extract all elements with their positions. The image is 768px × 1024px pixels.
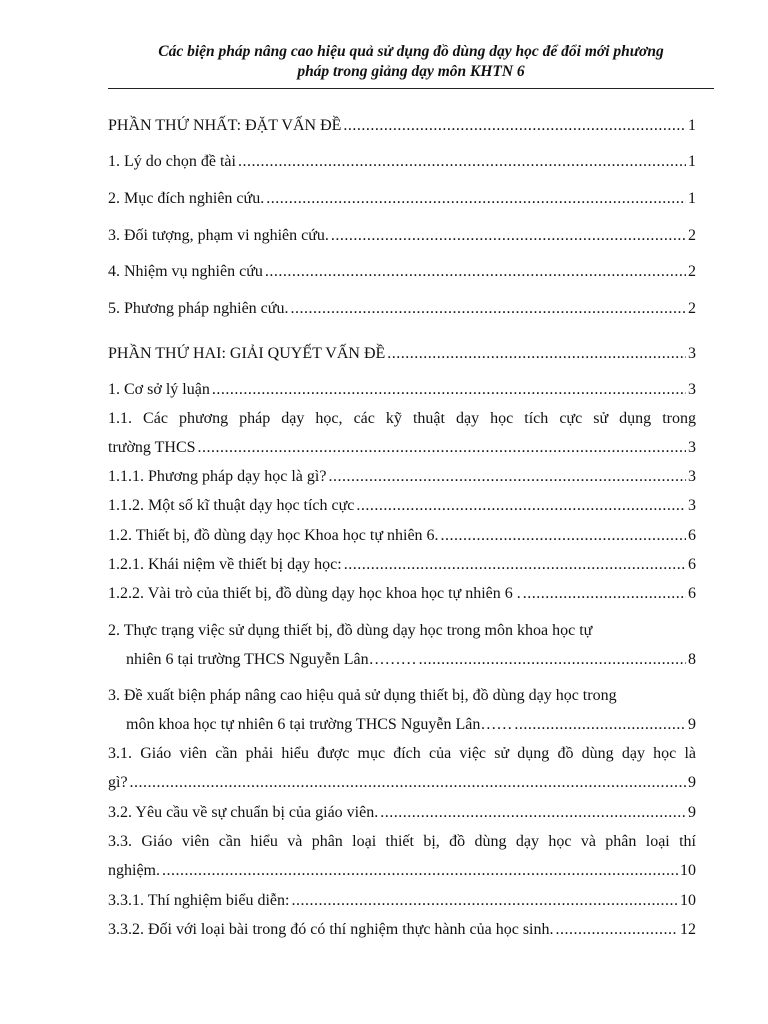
toc-entry-text: trường THCS	[108, 439, 196, 456]
dot-leader	[130, 773, 686, 793]
toc-entry-text: PHẦN THỨ HAI: GIẢI QUYẾT VẤN ĐỀ	[108, 345, 386, 362]
header-divider	[108, 88, 714, 89]
dot-leader	[523, 584, 686, 604]
dot-leader	[265, 262, 686, 282]
toc-page-number: 1	[688, 190, 696, 207]
toc-entry-text: 1.1.2. Một số kĩ thuật dạy học tích cực	[108, 497, 355, 514]
dot-leader	[328, 467, 686, 487]
toc-entry-text: 1.2.2. Vài trò của thiết bị, đồ dùng dạy học khoa học tự nhiên 6 .	[108, 585, 521, 602]
toc-page-number: 10	[680, 862, 696, 879]
toc-entry-5[interactable]	[108, 299, 696, 319]
toc-page-number: 9	[688, 716, 696, 733]
toc-entry-2-thuctrang[interactable]	[108, 650, 696, 670]
dot-leader	[380, 803, 686, 823]
header-title-line-1: Các biện pháp nâng cao hiệu quả sử dụng đồ dùng dạy học để đổi mới phương	[158, 43, 664, 60]
toc-entry-text: 1.2.1. Khái niệm về thiết bị dạy học:	[108, 556, 342, 573]
dot-leader	[441, 526, 686, 546]
toc-entry-text: 1. Lý do chọn đề tài	[108, 153, 236, 170]
dot-leader	[266, 189, 686, 209]
toc-page-number: 2	[688, 300, 696, 317]
toc-entry-text: nhiên 6 tại trường THCS Nguyễn Lân………	[126, 651, 417, 668]
toc-entry-text: 3. Đề xuất biện pháp nâng cao hiệu quả sử dụng thiết bị, đồ dùng dạy học trong	[108, 687, 617, 704]
dot-leader	[343, 116, 686, 136]
toc-page-number: 12	[680, 921, 696, 938]
toc-entry-text: 3. Đối tượng, phạm vi nghiên cứu.	[108, 227, 329, 244]
toc-entry-1-2[interactable]	[108, 526, 696, 546]
toc-entry-1-1[interactable]	[108, 438, 696, 458]
toc-entry-text: 3.2. Yêu cầu về sự chuẩn bị của giáo viên.	[108, 804, 379, 821]
toc-page-number: 6	[688, 585, 696, 602]
toc-page-number: 6	[688, 527, 696, 544]
dot-leader	[514, 715, 686, 735]
toc-entry-part-two[interactable]	[108, 344, 696, 364]
toc-entry-1-1-1[interactable]	[108, 467, 696, 487]
dot-leader	[331, 226, 686, 246]
toc-page-number: 3	[688, 439, 696, 456]
toc-page-number: 9	[688, 774, 696, 791]
toc-entry-text: PHẦN THỨ NHẤT: ĐẶT VẤN ĐỀ	[108, 117, 342, 134]
toc-entry-text: 3.3.1. Thí nghiệm biểu diễn:	[108, 892, 290, 909]
toc-entry-3-3[interactable]	[108, 861, 696, 881]
dot-leader	[356, 496, 686, 516]
toc-entry-3-dexuat[interactable]	[108, 715, 696, 735]
toc-page-number: 10	[680, 892, 696, 909]
toc-entry-part-one[interactable]	[108, 116, 696, 136]
toc-entry-2-line-1	[108, 621, 696, 641]
toc-entry-text: gì?	[108, 774, 128, 791]
dot-leader	[238, 152, 686, 172]
toc-entry-4[interactable]	[108, 262, 696, 282]
toc-page-number: 3	[688, 468, 696, 485]
toc-entry-text: 1. Cơ sở lý luận	[108, 381, 210, 398]
toc-entry-3-3-line-1: 3.3. Giáo viên cần hiểu và phân loại thiết bị, đồ dùng dạy học và phân loại thí	[108, 833, 696, 850]
header-title-line-2: pháp trong giảng dạy môn KHTN 6	[297, 63, 525, 80]
toc-entry-3-1-line-1: 3.1. Giáo viên cần phải hiểu được mục đích của việc sử dụng đồ dùng dạy học là	[108, 745, 696, 762]
toc-entry-1-1-line-1: 1.1. Các phương pháp dạy học, các kỹ thuật dạy học tích cực sử dụng trong	[108, 410, 696, 427]
toc-entry-text: 3.3.2. Đối với loại bài trong đó có thí nghiệm thực hành của học sinh.	[108, 921, 554, 938]
dot-leader	[212, 380, 686, 400]
toc-page-number: 8	[688, 651, 696, 668]
toc-entry-1-coso[interactable]	[108, 380, 696, 400]
dot-leader	[387, 344, 686, 364]
dot-leader	[344, 555, 686, 575]
dot-leader	[162, 861, 678, 881]
dot-leader	[198, 438, 686, 458]
toc-page-number: 1	[688, 153, 696, 170]
toc-entry-1[interactable]	[108, 152, 696, 172]
toc-entry-text: 4. Nhiệm vụ nghiên cứu	[108, 263, 263, 280]
toc-entry-3-2[interactable]	[108, 803, 696, 823]
dot-leader	[556, 920, 679, 940]
toc-entry-text: nghiệm.	[108, 862, 160, 879]
dot-leader	[419, 650, 686, 670]
toc-entry-text: 1.2. Thiết bị, đồ dùng dạy học Khoa học tự nhiên 6.	[108, 527, 439, 544]
toc-entry-2[interactable]	[108, 189, 696, 209]
toc-page-number: 2	[688, 263, 696, 280]
toc-page-number: 3	[688, 497, 696, 514]
toc-entry-1-2-2[interactable]	[108, 584, 696, 604]
toc-entry-text: môn khoa học tự nhiên 6 tại trường THCS Nguyễn Lân……	[126, 716, 513, 733]
toc-entry-text: 1.1.1. Phương pháp dạy học là gì?	[108, 468, 327, 485]
toc-entry-text: 5. Phương pháp nghiên cứu.	[108, 300, 289, 317]
toc-page-number: 3	[688, 381, 696, 398]
toc-page-number: 3	[688, 345, 696, 362]
toc-page-number: 9	[688, 804, 696, 821]
dot-leader	[290, 299, 686, 319]
toc-entry-text: 2. Thực trạng việc sử dụng thiết bị, đồ dùng dạy học trong môn khoa học tự	[108, 622, 593, 639]
toc-entry-3-3-2[interactable]	[108, 920, 696, 940]
toc-page-number: 6	[688, 556, 696, 573]
dot-leader	[291, 891, 678, 911]
toc-entry-3-1[interactable]	[108, 773, 696, 793]
toc-entry-3-3-1[interactable]	[108, 891, 696, 911]
toc-entry-text: 2. Mục đích nghiên cứu.	[108, 190, 265, 207]
toc-page-number: 2	[688, 227, 696, 244]
toc-entry-3-line-1	[108, 686, 696, 706]
toc-entry-3[interactable]	[108, 226, 696, 246]
toc-entry-1-2-1[interactable]	[108, 555, 696, 575]
document-header	[108, 42, 714, 82]
toc-page-number: 1	[688, 117, 696, 134]
toc-entry-1-1-2[interactable]	[108, 496, 696, 516]
